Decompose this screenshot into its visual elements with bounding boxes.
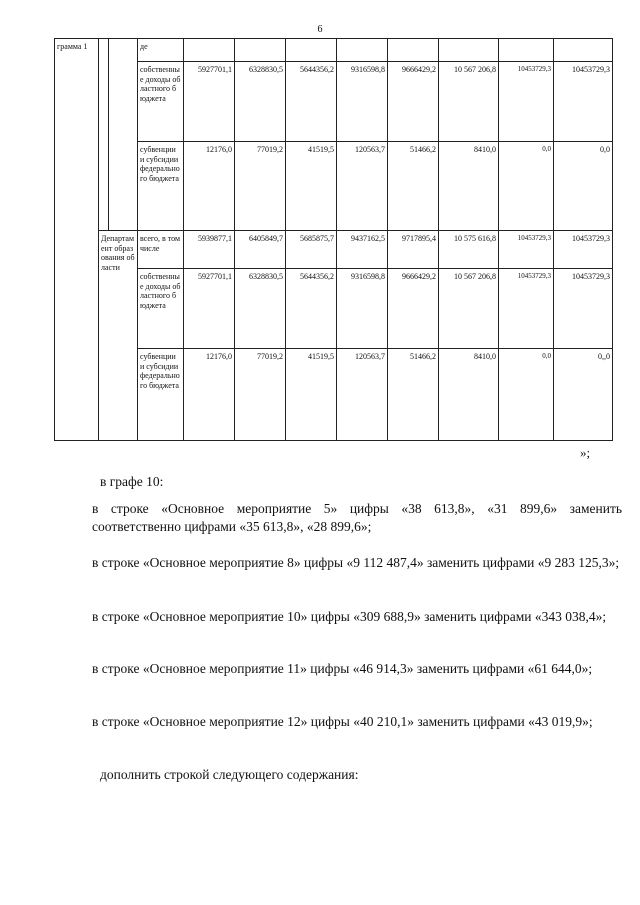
value-cell: 9316598,8 (337, 62, 388, 142)
row-label: субвенции и субсидии федерального бюджета (138, 349, 184, 441)
row-label: собственные доходы областного бюджета (138, 62, 184, 142)
value-cell: 12176,0 (184, 349, 235, 441)
value-cell: 5927701,1 (184, 62, 235, 142)
value-cell: 6328830,5 (235, 62, 286, 142)
row-label: де (138, 39, 184, 62)
blank-cell (99, 39, 109, 231)
row-label: собственные доходы областного бюджета (138, 269, 184, 349)
value-cell (554, 39, 613, 62)
value-cell: 10453729,3 (554, 231, 613, 269)
blank-cell (109, 39, 138, 231)
value-cell: 10453729,3 (499, 269, 554, 349)
value-cell (184, 39, 235, 62)
value-cell: 10453729,3 (554, 269, 613, 349)
paragraph-activity-10: в строке «Основное мероприятие 10» цифры «309 688,9» заменить цифрами «343 038,4»; (92, 609, 607, 624)
value-cell (235, 39, 286, 62)
table-row (55, 231, 613, 269)
value-cell: 0,0 (499, 349, 554, 441)
value-cell: 41519,5 (286, 142, 337, 231)
table-row (55, 349, 613, 441)
value-cell: 5939877,1 (184, 231, 235, 269)
department-cell: Департамент образования области (99, 231, 138, 441)
value-cell: 9666429,2 (388, 62, 439, 142)
value-cell: 10453729,3 (499, 231, 554, 269)
value-cell: 77019,2 (235, 349, 286, 441)
value-cell: 120563,7 (337, 349, 388, 441)
value-cell: 5927701,1 (184, 269, 235, 349)
row-label: субвенции и субсидии федерального бюджета (138, 142, 184, 231)
value-cell: 9316598,8 (337, 269, 388, 349)
value-cell: 10 567 206,8 (439, 269, 499, 349)
value-cell: 9437162,5 (337, 231, 388, 269)
value-cell: 0,,0 (554, 349, 613, 441)
value-cell: 12176,0 (184, 142, 235, 231)
table-row (55, 39, 613, 62)
value-cell: 77019,2 (235, 142, 286, 231)
budget-table (54, 38, 613, 441)
paragraph-activity-12: в строке «Основное мероприятие 12» цифры «40 210,1» заменить цифрами «43 019,9»; (92, 714, 593, 729)
program-cell: грамма 1 (55, 39, 99, 441)
value-cell: 51466,2 (388, 142, 439, 231)
page-number: 6 (317, 24, 323, 35)
value-cell: 0,0 (499, 142, 554, 231)
value-cell: 10453729,3 (499, 62, 554, 142)
value-cell: 6405849,7 (235, 231, 286, 269)
value-cell: 9717895,4 (388, 231, 439, 269)
table-row (55, 62, 613, 142)
paragraph-add-row: дополнить строкой следующего содержания: (100, 767, 359, 782)
table-row (55, 269, 613, 349)
row-label: всего, в том числе (138, 231, 184, 269)
value-cell: 0,0 (554, 142, 613, 231)
paragraph-activity-8: в строке «Основное мероприятие 8» цифры «9 112 487,4» заменить цифрами «9 283 125,3»; (92, 555, 620, 570)
value-cell: 120563,7 (337, 142, 388, 231)
value-cell (499, 39, 554, 62)
value-cell: 5685875,7 (286, 231, 337, 269)
paragraph-activity-5: в строке «Основное мероприятие 5» цифры «38 613,8», «31 899,6» заменить соответственно цифрами «35 613,8», «28 899,6»; (92, 501, 622, 534)
value-cell (439, 39, 499, 62)
value-cell: 8410,0 (439, 142, 499, 231)
value-cell (337, 39, 388, 62)
value-cell: 10 575 616,8 (439, 231, 499, 269)
table-row (55, 142, 613, 231)
value-cell: 5644356,2 (286, 269, 337, 349)
value-cell: 10 567 206,8 (439, 62, 499, 142)
value-cell: 9666429,2 (388, 269, 439, 349)
value-cell: 5644356,2 (286, 62, 337, 142)
closing-quote: »; (580, 445, 591, 460)
value-cell (286, 39, 337, 62)
paragraph-column-10: в графе 10: (100, 474, 164, 489)
value-cell: 51466,2 (388, 349, 439, 441)
value-cell: 6328830,5 (235, 269, 286, 349)
value-cell: 41519,5 (286, 349, 337, 441)
value-cell (388, 39, 439, 62)
value-cell: 10453729,3 (554, 62, 613, 142)
paragraph-activity-11: в строке «Основное мероприятие 11» цифры «46 914,3» заменить цифрами «61 644,0»; (92, 661, 593, 676)
value-cell: 8410,0 (439, 349, 499, 441)
